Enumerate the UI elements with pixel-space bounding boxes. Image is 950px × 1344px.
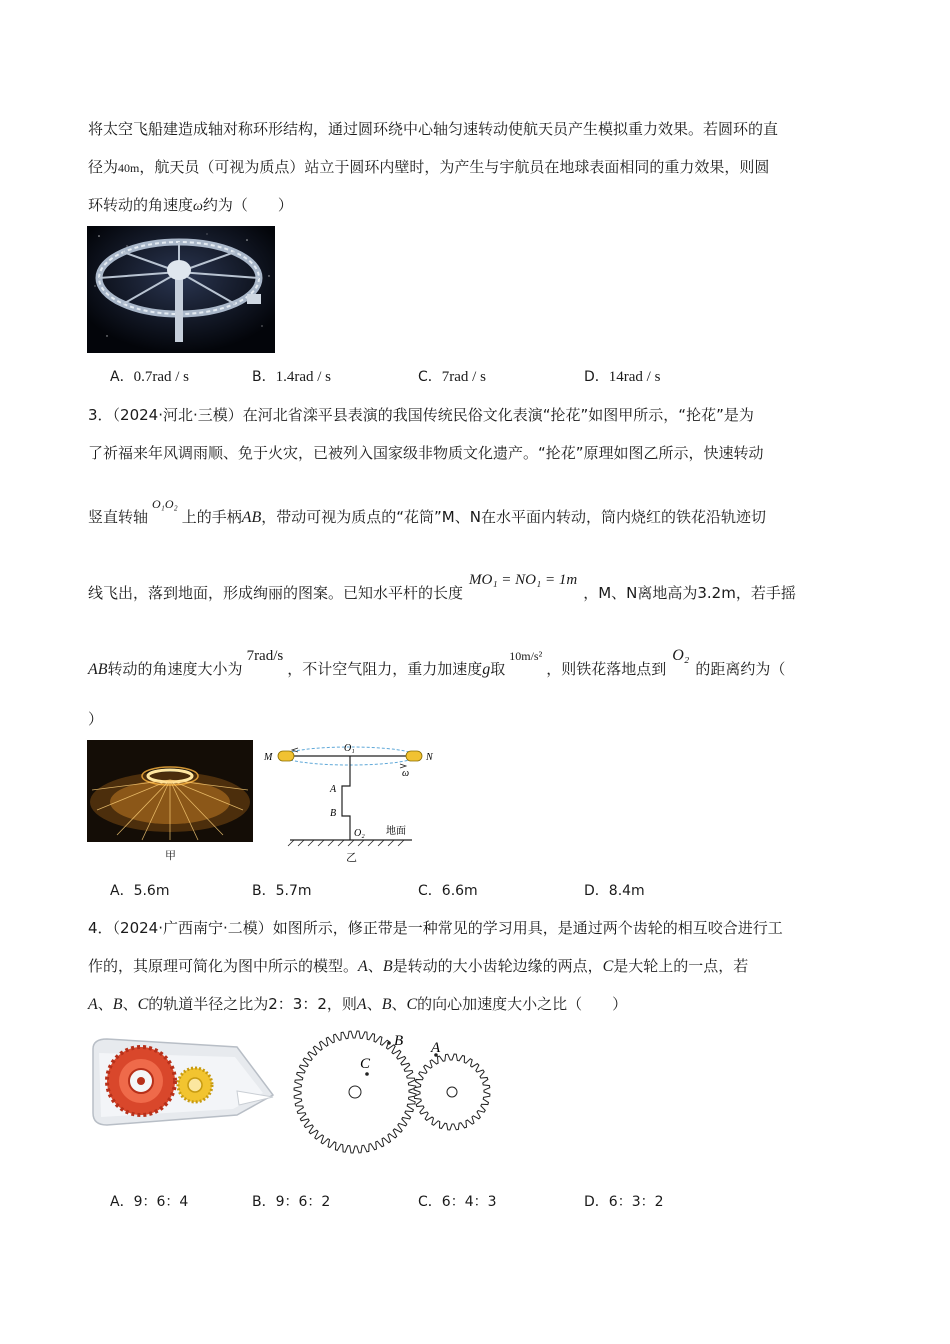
q3-text-line-2: 了祈福来年风调雨顺、免于火灾，已被列入国家级非物质文化遗产。“抡花”原理如图乙所示，快速转动: [88, 444, 764, 462]
q2-text-line-2: 径为40m，航天员（可视为质点）站立于圆环内壁时，为产生与宇航员在地球表面相同的重力效果，则圆: [88, 158, 770, 176]
handle-ab-2: AB: [88, 661, 108, 678]
gravity-value: 10m/s²: [509, 649, 543, 663]
q2-option-c[interactable]: C．7rad / s: [418, 369, 486, 385]
q4-option-a[interactable]: A．9：6：4: [110, 1194, 189, 1210]
gravity-symbol: g: [482, 661, 491, 678]
q2-option-a[interactable]: A．0.7rad / s: [110, 369, 189, 385]
axis-label: O₁O₂: [152, 497, 178, 511]
label-ground: 地面: [386, 826, 406, 837]
q3-text-line-5: AB转动的角速度大小为7rad/s，不计空气阻力，重力加速度g取$^{10m/s^2}$，则铁花落地点到O₂的距离约为（: [88, 647, 786, 678]
q4-text-line-1: 4．（2024·广西南宁·二模）如图所示，修正带是一种常见的学习用具，是通过两个齿轮的相互咬合进行工: [88, 919, 783, 937]
q2-text-line-3: 环转动的角速度ω约为（ ）: [88, 196, 293, 214]
q3-text-line-6: ）: [88, 710, 104, 728]
label-o1: O₁: [344, 743, 355, 754]
q4-option-b[interactable]: B．9：6：2: [252, 1194, 331, 1210]
caption-yi: 乙: [346, 851, 357, 864]
q3-text-line-1: 3．（2024·河北·三模）在河北省滦平县表演的我国传统民俗文化表演“抡花”如图甲所示，“抡花”是为: [88, 406, 754, 424]
flower-performance-photo: [87, 740, 253, 842]
omega-symbol: ω: [193, 199, 203, 214]
label-o2: O₂: [354, 828, 365, 839]
label-gear-b: B: [394, 1033, 404, 1049]
label-a: A: [330, 784, 337, 795]
q4-text-line-2: 作的，其原理可简化为图中所示的模型。A、B是转动的大小齿轮边缘的两点，C是大轮上的一点，若: [88, 957, 749, 975]
angular-velocity-value: 7rad/s: [246, 648, 284, 664]
q3-text-line-3: 竖直转轴$^{O_1O_2}$上的手柄AB，带动可视为质点的“花筒”M、N在水平面内转动，筒内烧红的铁花沿轨迹切: [88, 497, 766, 526]
space-station-image: [87, 226, 275, 353]
o2-label: O₂: [672, 647, 690, 664]
label-gear-a: A: [431, 1040, 441, 1056]
label-b: B: [330, 808, 337, 819]
q3-text-line-4: 线飞出，落到地面，形成绚丽的图案。已知水平杆的长度MO₁ = NO₁ = 1m，M、N离地高为3.2m，若手摇: [88, 572, 796, 602]
q3-option-b[interactable]: B．5.7m: [252, 883, 312, 899]
gears-diagram: [290, 1028, 495, 1156]
point-b: [387, 1041, 391, 1045]
q2-option-d[interactable]: D．14rad / s: [584, 369, 661, 385]
label-m: M: [264, 752, 273, 763]
q4-option-c[interactable]: C．6：4：3: [418, 1194, 497, 1210]
diameter-value: 40m: [118, 161, 140, 175]
q2-text-line-1: 将太空飞船建造成轴对称环形结构，通过圆环绕中心轴匀速转动使航天员产生模拟重力效果。若圆环的直: [88, 120, 779, 138]
q3-option-c[interactable]: C．6.6m: [418, 883, 478, 899]
label-gear-c: C: [360, 1056, 371, 1072]
q3-option-d[interactable]: D．8.4m: [584, 883, 645, 899]
caption-jia: 甲: [165, 849, 176, 862]
q2-option-b[interactable]: B．1.4rad / s: [252, 369, 332, 385]
rotation-diagram: [262, 738, 432, 862]
handle-ab: AB: [241, 509, 262, 526]
q3-option-a[interactable]: A．5.6m: [110, 883, 170, 899]
q4-text-line-3: A、B、C的轨道半径之比为2：3：2，则A、B、C的向心加速度大小之比（ ）: [88, 995, 628, 1013]
label-n: N: [426, 752, 433, 763]
length-equation: MO₁ = NO₁ = 1m: [469, 572, 578, 588]
correction-tape-photo: [87, 1035, 275, 1131]
label-omega: ω: [402, 768, 410, 779]
point-c: [365, 1072, 369, 1076]
q4-option-d[interactable]: D．6：3：2: [584, 1194, 664, 1210]
